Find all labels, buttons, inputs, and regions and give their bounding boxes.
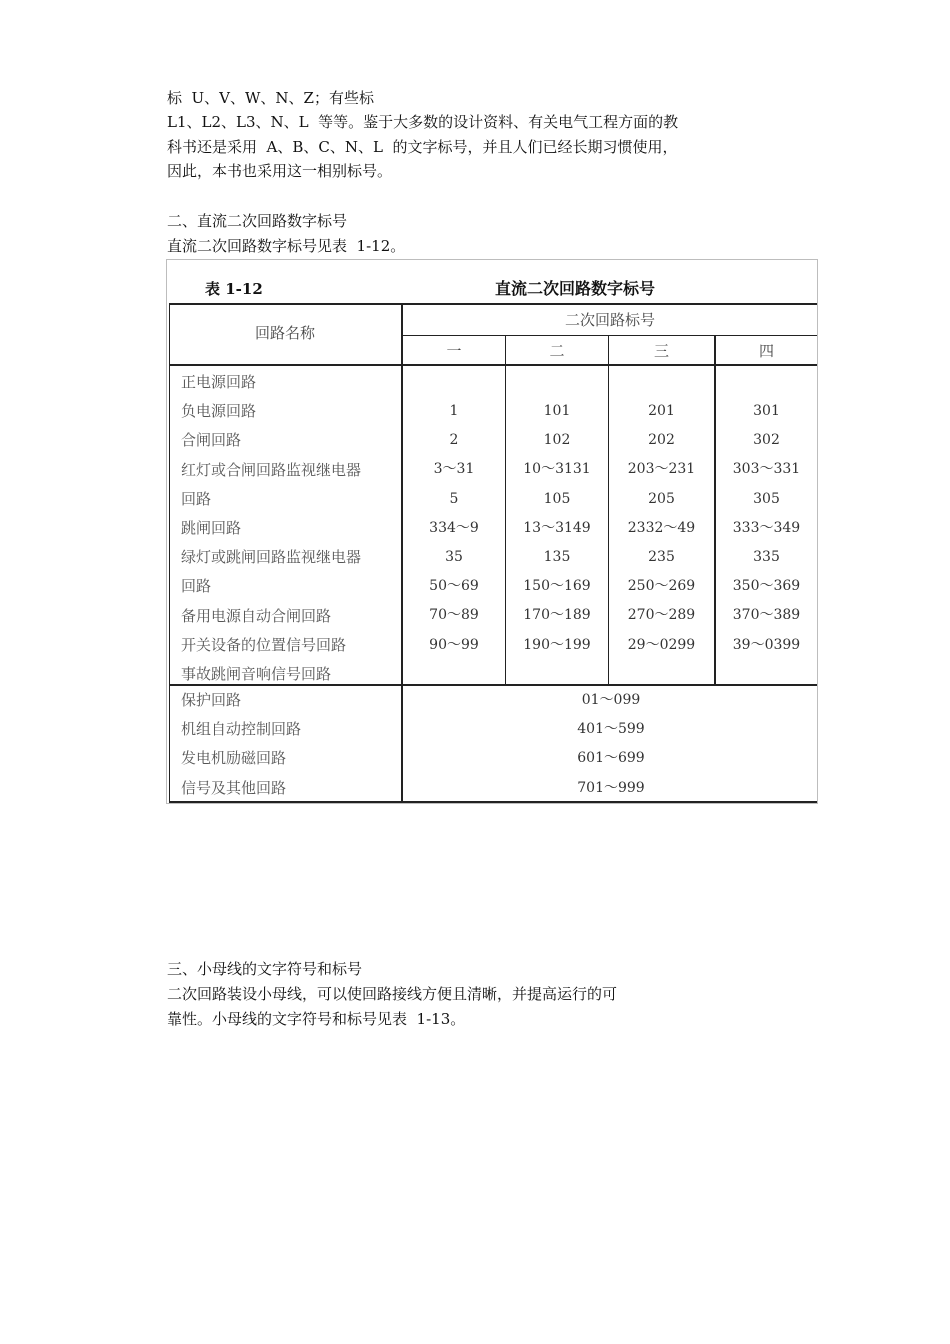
table-caption: 表 1-12 bbox=[205, 280, 263, 298]
label-cell: 13～3149 bbox=[523, 519, 591, 536]
label-cell: 2 bbox=[449, 432, 459, 449]
label-cell: 5 bbox=[449, 490, 459, 507]
label-cell: 370～389 bbox=[732, 607, 801, 624]
label-column-1 bbox=[403, 397, 505, 660]
intro-line: 科书还是采用 A、B、C、N、L 的文字标号，并且人们已经长期习惯使用， bbox=[167, 138, 678, 156]
table-header-bottom-rule bbox=[169, 364, 817, 366]
header-circuit-name: 回路名称 bbox=[254, 324, 315, 342]
label-cell: 350～369 bbox=[732, 578, 801, 595]
section-line: 二次回路装设小母线，可以使回路接线方便且清晰，并提高运行的可 bbox=[167, 985, 618, 1003]
label-cell: 101 bbox=[543, 403, 571, 419]
label-cell: 203～231 bbox=[627, 461, 696, 478]
header-col-3: 三 bbox=[653, 342, 669, 360]
header-label-group: 二次回路标号 bbox=[564, 311, 655, 329]
label-cell: 2332～49 bbox=[627, 519, 696, 536]
label-cell: 205 bbox=[648, 490, 675, 507]
label-cell: 01～099 bbox=[581, 692, 641, 708]
header-col-2: 二 bbox=[549, 342, 565, 360]
label-cell: 135 bbox=[543, 548, 571, 565]
label-cell: 29～0299 bbox=[627, 636, 696, 653]
circuit-name: 跳闸回路 bbox=[181, 518, 242, 537]
lower-circuit-names bbox=[181, 686, 301, 803]
label-cell: 701～999 bbox=[577, 779, 645, 796]
circuit-name: 开关设备的位置信号回路 bbox=[181, 635, 347, 654]
circuit-name: 负电源回路 bbox=[181, 402, 257, 421]
circuit-name: 绿灯或跳闸回路监视继电器 bbox=[181, 548, 362, 567]
circuit-name: 回路 bbox=[181, 489, 212, 508]
intro-line: 因此，本书也采用这一相别标号。 bbox=[167, 162, 393, 180]
table-left-border bbox=[169, 303, 170, 803]
label-cell: 334～9 bbox=[429, 519, 479, 536]
label-cell: 170～189 bbox=[523, 607, 591, 624]
lower-label-values bbox=[403, 686, 819, 803]
section-text: 直流二次回路数字标号见表 1-12。 bbox=[167, 237, 406, 255]
label-cell: 601～699 bbox=[577, 750, 645, 767]
table-figure bbox=[166, 259, 818, 804]
intro-line: 标 U、V、W、N、Z；有些标 bbox=[167, 89, 374, 107]
label-cell: 3～31 bbox=[433, 461, 475, 478]
section-heading: 三、小母线的文字符号和标号 bbox=[167, 960, 363, 978]
circuit-name: 机组自动控制回路 bbox=[181, 720, 302, 739]
circuit-name: 信号及其他回路 bbox=[181, 778, 287, 797]
label-cell: 235 bbox=[648, 548, 675, 565]
label-cell: 90～99 bbox=[429, 636, 479, 653]
circuit-name: 红灯或合闸回路监视继电器 bbox=[181, 460, 362, 479]
label-cell: 303～331 bbox=[732, 461, 801, 478]
label-cell: 35 bbox=[445, 548, 463, 565]
label-cell: 190～199 bbox=[523, 636, 591, 653]
label-cell: 202 bbox=[648, 432, 675, 449]
label-cell: 1 bbox=[449, 403, 459, 419]
header-col-1: 一 bbox=[446, 342, 462, 360]
circuit-name-list bbox=[181, 368, 361, 689]
circuit-name: 回路 bbox=[181, 577, 212, 596]
section-line: 靠性。小母线的文字符号和标号见表 1-13。 bbox=[167, 1010, 466, 1028]
label-cell: 301 bbox=[753, 403, 780, 419]
label-cell: 39～0399 bbox=[732, 636, 801, 653]
label-cell: 150～169 bbox=[523, 578, 591, 595]
label-cell: 270～289 bbox=[627, 607, 696, 624]
label-cell: 50～69 bbox=[429, 578, 479, 595]
label-cell: 102 bbox=[543, 432, 571, 449]
circuit-name: 保护回路 bbox=[181, 691, 242, 709]
table-top-rule bbox=[169, 303, 817, 305]
circuit-name: 备用电源自动合闸回路 bbox=[181, 606, 332, 625]
circuit-name: 正电源回路 bbox=[181, 373, 257, 391]
header-col-4: 四 bbox=[758, 342, 774, 360]
circuit-name: 合闸回路 bbox=[181, 431, 242, 450]
label-cell: 201 bbox=[648, 403, 675, 419]
circuit-name: 事故跳闸音响信号回路 bbox=[181, 664, 332, 683]
label-column-4 bbox=[716, 397, 817, 660]
label-column-2 bbox=[506, 397, 608, 660]
label-cell: 333～349 bbox=[732, 519, 801, 536]
label-cell: 302 bbox=[753, 432, 780, 449]
label-cell: 335 bbox=[753, 548, 780, 565]
intro-line: L1、L2、L3、N、L 等等。鉴于大多数的设计资料、有关电气工程方面的教 bbox=[167, 113, 679, 131]
table-title: 直流二次回路数字标号 bbox=[495, 279, 656, 298]
section-heading: 二、直流二次回路数字标号 bbox=[167, 212, 348, 230]
label-cell: 10～3131 bbox=[523, 461, 591, 478]
label-cell: 105 bbox=[543, 490, 571, 507]
label-column-3 bbox=[609, 397, 714, 660]
circuit-name: 发电机励磁回路 bbox=[181, 749, 287, 768]
label-cell: 250～269 bbox=[627, 578, 696, 595]
table-header-rule bbox=[402, 335, 817, 336]
label-cell: 70～89 bbox=[429, 607, 479, 624]
label-cell: 401～599 bbox=[577, 721, 645, 738]
label-cell: 305 bbox=[753, 490, 780, 507]
